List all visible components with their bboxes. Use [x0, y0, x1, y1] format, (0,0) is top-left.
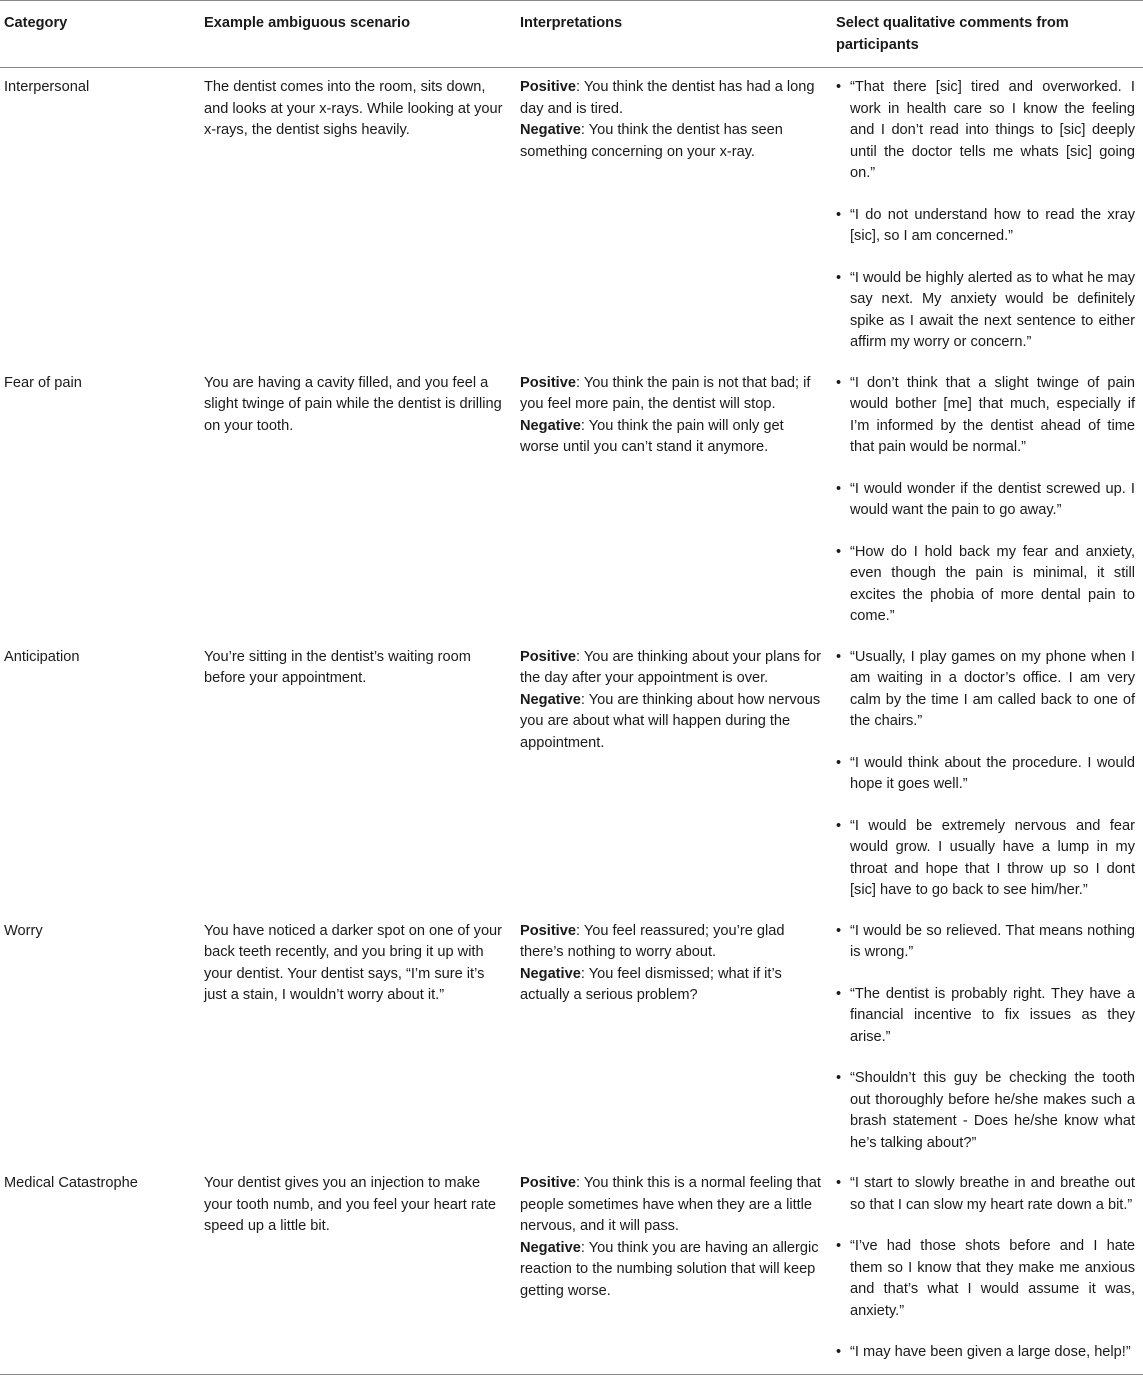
- comment-item: [836, 542, 1135, 628]
- comment-text: “Shouldn’t this guy be checking the tooth out thoroughly before he/she makes such a brash statement - Does he/she know what he’s talking about?”: [850, 1070, 1135, 1151]
- positive-label: Positive: [520, 79, 576, 95]
- comments-cell: [832, 912, 1143, 1165]
- comments-cell: [832, 68, 1143, 364]
- positive-interpretation: [520, 1173, 824, 1238]
- positive-text: : You feel reassured; you’re glad there’s nothing to worry about.: [520, 922, 785, 960]
- positive-label: Positive: [520, 1175, 576, 1191]
- header-scenario: Example ambiguous scenario: [200, 1, 516, 68]
- bullet-icon: •: [836, 648, 842, 665]
- comment-text: “That there [sic] tired and overworked. I work in health care so I know the feeling and I don’t read into things to [sic] deeply until the doctor tells me whats [sic] going on.”: [850, 79, 1135, 181]
- category-cell: Fear of pain: [4, 374, 82, 391]
- comments-list: [836, 921, 1135, 1155]
- negative-label: Negative: [520, 417, 581, 434]
- comment-text: “I would be extremely nervous and fear would grow. I usually have a lump in my throat and hope that I throw up so I dont [sic] have to go back to see him/her.”: [850, 817, 1135, 898]
- bullet-icon: •: [836, 817, 842, 834]
- comment-item: [836, 647, 1135, 733]
- bullet-icon: •: [836, 206, 842, 223]
- category-cell: Worry: [4, 922, 43, 939]
- positive-interpretation: [520, 921, 824, 964]
- bullet-icon: •: [836, 480, 842, 497]
- comment-item: [836, 984, 1135, 1049]
- category-cell: Anticipation: [4, 648, 80, 665]
- negative-label: Negative: [520, 691, 581, 708]
- positive-interpretation: [520, 373, 824, 416]
- comment-item: [836, 1342, 1135, 1364]
- positive-label: Positive: [520, 922, 576, 939]
- comments-cell: [832, 638, 1143, 912]
- comment-text: “The dentist is probably right. They have a financial incentive to fix issues as they arise.”: [850, 985, 1135, 1045]
- negative-text: : You are thinking about how nervous you are about what will happen during the appointment.: [520, 691, 821, 751]
- comment-text: “I do not understand how to read the xray [sic], so I am concerned.”: [850, 206, 1135, 244]
- comments-cell: [832, 1164, 1143, 1374]
- comment-text: “How do I hold back my fear and anxiety, even though the pain is minimal, it still excites the phobia of more dental pain to come.”: [850, 543, 1135, 624]
- bullet-icon: •: [836, 1238, 842, 1254]
- bullet-icon: •: [836, 754, 842, 771]
- interpretations-cell: [516, 68, 832, 364]
- comment-item: [836, 753, 1135, 796]
- comment-item: [836, 205, 1135, 248]
- scenario-cell: Your dentist gives you an injection to make your tooth numb, and you feel your heart rate speed up a little bit.: [200, 1164, 516, 1374]
- table-row: [0, 364, 1143, 638]
- comment-item: [836, 1173, 1135, 1216]
- table-row: [0, 638, 1143, 912]
- table-header-row: [0, 1, 1143, 68]
- table-row: [0, 68, 1143, 364]
- negative-interpretation: [520, 120, 824, 163]
- negative-text: : You feel dismissed; what if it’s actually a serious problem?: [520, 965, 782, 1003]
- negative-label: Negative: [520, 965, 581, 982]
- negative-interpretation: [520, 416, 824, 459]
- scenario-cell: You are having a cavity filled, and you feel a slight twinge of pain while the dentist is drilling on your tooth.: [204, 374, 502, 434]
- bullet-icon: •: [836, 922, 842, 939]
- interpretations-cell: [516, 1164, 832, 1374]
- comment-text: “I’ve had those shots before and I hate them so I know that they make me anxious and that’s what I would assume it was, anxiety.”: [850, 1238, 1135, 1319]
- positive-label: Positive: [520, 648, 576, 665]
- comment-text: “I would wonder if the dentist screwed up. I would want the pain to go away.”: [850, 480, 1135, 518]
- bullet-icon: •: [836, 374, 842, 391]
- comment-item: [836, 1068, 1135, 1154]
- interpretations-cell: [516, 912, 832, 1165]
- negative-interpretation: [520, 1238, 824, 1303]
- comment-item: [836, 479, 1135, 522]
- scenario-cell: The dentist comes into the room, sits down, and looks at your x-rays. While looking at your x-rays, the dentist sighs heavily.: [204, 79, 503, 138]
- negative-interpretation: [520, 964, 824, 1007]
- category-cell: Interpersonal: [4, 79, 90, 95]
- comment-item: [836, 1236, 1135, 1322]
- header-category: Category: [0, 1, 200, 68]
- comments-cell: [832, 364, 1143, 638]
- negative-text: : You think the dentist has seen something concerning on your x-ray.: [520, 122, 783, 160]
- positive-text: : You think the dentist has had a long day and is tired.: [520, 79, 815, 117]
- positive-text: : You think this is a normal feeling that people sometimes have when they are a little nervous, and it will pass.: [520, 1175, 821, 1234]
- positive-text: : You think the pain is not that bad; if you feel more pain, the dentist will stop.: [520, 374, 811, 412]
- header-interpretations: Interpretations: [516, 1, 832, 68]
- bullet-icon: •: [836, 543, 842, 560]
- scenario-cell: You have noticed a darker spot on one of your back teeth recently, and you bring it up with your dentist. Your dentist says, “I’m sure it’s just a stain, I wouldn’t worry about it.”: [204, 922, 503, 1003]
- comments-list: [836, 77, 1135, 354]
- header-comments: Select qualitative comments from participants: [832, 1, 1143, 68]
- comment-item: [836, 816, 1135, 902]
- positive-text: : You are thinking about your plans for the day after your appointment is over.: [520, 648, 821, 686]
- bullet-icon: •: [836, 269, 842, 286]
- negative-text: : You think the pain will only get worse until you can’t stand it anymore.: [520, 417, 784, 455]
- bullet-icon: •: [836, 1175, 842, 1191]
- comments-list: [836, 1173, 1135, 1364]
- negative-label: Negative: [520, 1239, 581, 1256]
- comment-text: “I may have been given a large dose, help!”: [850, 1344, 1131, 1360]
- positive-interpretation: [520, 647, 824, 690]
- comment-text: “I would think about the procedure. I would hope it goes well.”: [850, 754, 1135, 792]
- negative-text: : You think you are having an allergic reaction to the numbing solution that will keep getting worse.: [520, 1239, 819, 1299]
- category-cell: Medical Catastrophe: [0, 1164, 200, 1374]
- comment-text: “I start to slowly breathe in and breathe out so that I can slow my heart rate down a bit.”: [850, 1175, 1135, 1213]
- negative-interpretation: [520, 690, 824, 755]
- bullet-icon: •: [836, 1070, 842, 1086]
- positive-label: Positive: [520, 374, 576, 391]
- comment-item: [836, 77, 1135, 185]
- table-row: [0, 912, 1143, 1165]
- comments-list: [836, 373, 1135, 628]
- interpretations-cell: [516, 638, 832, 912]
- positive-interpretation: [520, 77, 824, 120]
- bullet-icon: •: [836, 79, 842, 95]
- comment-item: [836, 373, 1135, 459]
- comment-text: “I don’t think that a slight twinge of pain would bother [me] that much, especially if I’m informed by the dentist ahead of time that pain would be normal.”: [850, 374, 1135, 455]
- comment-text: “I would be highly alerted as to what he may say next. My anxiety would be definitely spike as I await the next sentence to either affirm my worry or concern.”: [850, 269, 1135, 350]
- comment-item: [836, 268, 1135, 354]
- comment-text: “Usually, I play games on my phone when I am waiting in a doctor’s office. I am very calm by the time I am called back to one of the chairs.”: [850, 648, 1135, 729]
- comment-item: [836, 921, 1135, 964]
- negative-label: Negative: [520, 122, 581, 138]
- interpretations-cell: [516, 364, 832, 638]
- table-row: [0, 1164, 1143, 1374]
- bullet-icon: •: [836, 985, 842, 1002]
- bullet-icon: •: [836, 1344, 842, 1360]
- scenario-cell: You’re sitting in the dentist’s waiting room before your appointment.: [204, 648, 471, 686]
- comment-text: “I would be so relieved. That means nothing is wrong.”: [850, 922, 1135, 960]
- comments-list: [836, 647, 1135, 902]
